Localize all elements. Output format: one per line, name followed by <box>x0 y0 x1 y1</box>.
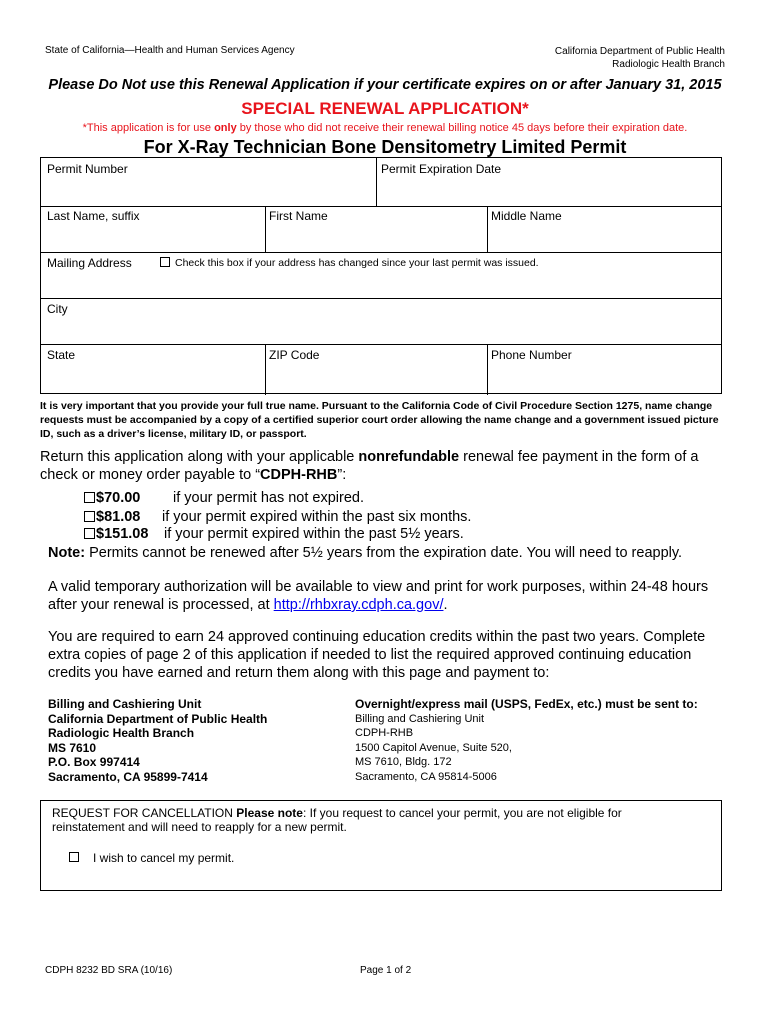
fee-amount: $151.08 <box>96 526 149 542</box>
address-line: MS 7610, Bldg. 172 <box>355 756 452 768</box>
divider <box>41 206 721 207</box>
fee-checkbox[interactable] <box>84 511 95 522</box>
department-header <box>555 45 725 71</box>
address-line: Sacramento, CA 95899-7414 <box>48 769 208 784</box>
agency-header: State of California—Health and Human Services Agency <box>45 45 295 56</box>
note-prefix: *This application is for use <box>82 122 215 134</box>
cancellation-label: REQUEST FOR CANCELLATION <box>52 806 237 820</box>
address-change-label: Check this box if your address has changed since your last permit was issued. <box>175 257 539 269</box>
address-line: 1500 Capitol Avenue, Suite 520, <box>355 741 512 754</box>
expiration-note <box>48 544 682 562</box>
divider <box>265 344 266 395</box>
form-id: CDPH 8232 BD SRA (10/16) <box>45 965 173 976</box>
permit-number-field[interactable]: Permit Number <box>47 162 128 176</box>
phone-field[interactable]: Phone Number <box>491 348 572 362</box>
fee-option-3[interactable] <box>84 526 464 544</box>
continuing-education-text: You are required to earn 24 approved continuing education credits within the past two years. Complete extra copies of page 2 of this application if needed to list the required approved continuing education credits you have earned and return them along with this page and payment to: <box>48 629 706 681</box>
special-renewal-note <box>0 122 770 134</box>
middle-name-field[interactable]: Middle Name <box>491 209 562 223</box>
fee-amount: $81.08 <box>96 509 141 525</box>
address-change-checkbox[interactable] <box>160 257 170 267</box>
special-renewal-title: SPECIAL RENEWAL APPLICATION* <box>241 99 529 118</box>
mailing-address-field[interactable]: Mailing Address <box>47 256 132 270</box>
fee-description: if your permit expired within the past 5½ years. <box>164 526 464 542</box>
divider <box>487 206 488 252</box>
first-name-field[interactable]: First Name <box>269 209 328 223</box>
return-prefix: Return this application along with your applicable <box>40 449 359 465</box>
last-name-field[interactable]: Last Name, suffix <box>47 209 140 223</box>
return-middle: renewal fee payment in the form of a check or money order payable to “ <box>40 449 699 483</box>
fee-amount: $70.00 <box>96 490 141 506</box>
address-line: Sacramento, CA 95814-5006 <box>355 770 497 783</box>
divider <box>265 206 266 252</box>
cancel-permit-checkbox[interactable] <box>69 852 79 862</box>
address-line: California Department of Public Health <box>48 711 268 726</box>
divider <box>487 344 488 395</box>
zip-field[interactable]: ZIP Code <box>269 348 320 362</box>
mailing-address-block <box>48 697 267 784</box>
address-line: Billing and Cashiering Unit <box>355 712 485 725</box>
address-line: MS 7610 <box>48 740 97 755</box>
fee-option-2[interactable] <box>84 509 471 527</box>
temp-auth-end: . <box>443 597 448 613</box>
fee-description: if your permit has not expired. <box>173 490 365 506</box>
cancel-permit-label: I wish to cancel my permit. <box>93 851 235 865</box>
address-line: CDPH-RHB <box>355 727 414 739</box>
note-text: Permits cannot be renewed after 5½ years from the expiration date. You will need to reapply. <box>85 545 683 561</box>
fee-checkbox[interactable] <box>84 528 95 539</box>
note-suffix: by those who did not receive their renewal billing notice 45 days before their expiration date. <box>236 122 688 134</box>
cancellation-text <box>52 806 692 834</box>
divider <box>41 344 721 345</box>
note-only: only <box>214 122 237 134</box>
permit-expiration-field[interactable]: Permit Expiration Date <box>381 162 502 176</box>
cancellation-box <box>40 800 722 891</box>
divider <box>376 158 377 206</box>
payee: CDPH-RHB <box>260 467 338 483</box>
fee-option-1[interactable] <box>84 490 364 508</box>
branch-name: Radiologic Health Branch <box>612 59 725 70</box>
express-heading: Overnight/express mail (USPS, FedEx, etc.) must be sent to: <box>355 697 698 711</box>
city-field[interactable]: City <box>47 302 68 316</box>
fee-checkbox[interactable] <box>84 492 95 503</box>
permit-title: For X-Ray Technician Bone Densitometry Limited Permit <box>143 137 627 157</box>
applicant-form <box>40 157 722 394</box>
temp-auth-text: A valid temporary authorization will be available to view and print for work purposes, within 24-48 hours after your renewal is processed, at <box>48 579 709 613</box>
fee-description: if your permit expired within the past six months. <box>162 509 472 525</box>
cancel-permit-option[interactable] <box>69 851 234 865</box>
return-suffix: ”: <box>337 467 347 483</box>
divider <box>41 252 721 253</box>
divider <box>41 298 721 299</box>
address-line: P.O. Box 997414 <box>48 755 140 769</box>
nonrefundable: nonrefundable <box>358 449 460 465</box>
address-line: Radiologic Health Branch <box>48 726 195 740</box>
state-field[interactable]: State <box>47 348 76 362</box>
cancellation-detail: : If you request to cancel your permit, you are not eligible for reinstatement and will need to reapply for a new permit. <box>52 806 622 834</box>
express-address-block <box>355 697 698 784</box>
rhb-xray-link[interactable]: http://rhbxray.cdph.ca.gov/ <box>273 597 444 613</box>
expiration-warning: Please Do Not use this Renewal Application if your certificate expires on or after January 31, 2015 <box>48 77 722 93</box>
page-number: Page 1 of 2 <box>360 965 412 976</box>
note-label: Note: <box>48 545 86 561</box>
address-line: Billing and Cashiering Unit <box>48 697 202 711</box>
address-change-option[interactable] <box>160 257 539 269</box>
temporary-authorization <box>48 578 728 614</box>
please-note: Please note <box>236 806 303 820</box>
legal-name-note: It is very important that you provide your full true name. Pursuant to the California Code of Civil Procedure Section 1275, name change requests must be accompanied by a copy of a certified superior court order allowing the name change and a government issued picture ID, such as a driver’s license, military ID, or passport. <box>40 400 719 440</box>
department-name: California Department of Public Health <box>554 46 725 57</box>
return-instructions <box>40 448 730 484</box>
